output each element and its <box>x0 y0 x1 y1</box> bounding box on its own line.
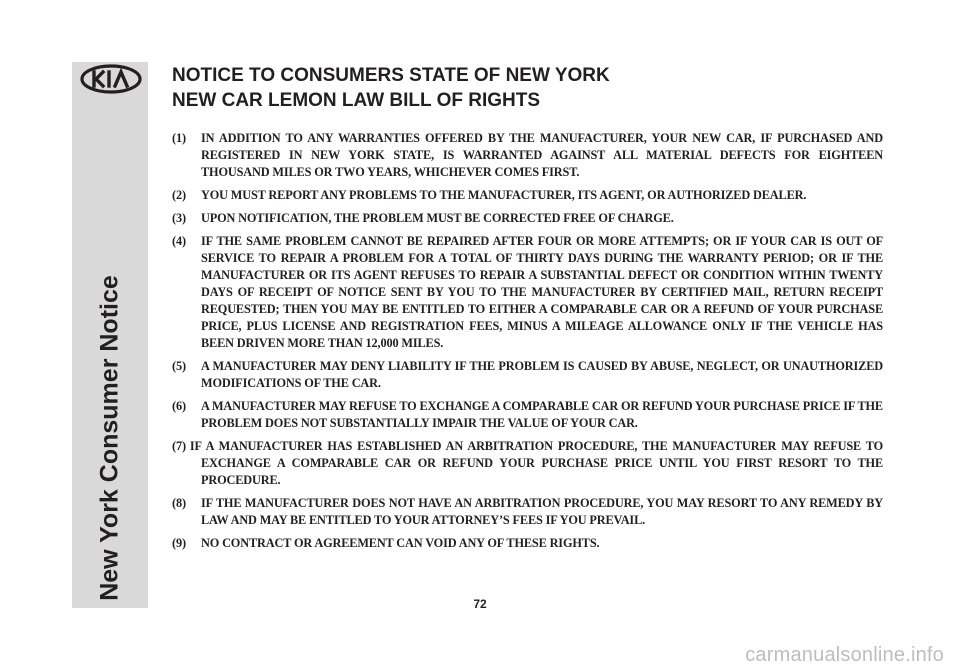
list-item <box>172 495 883 529</box>
item-number: (8) <box>172 496 186 510</box>
list-item <box>172 130 883 181</box>
item-text: A MANUFACTURER MAY REFUSE TO EXCHANGE A COMPARABLE CAR OR REFUND YOUR PURCHASE PRICE IF THE PROBLEM DOES NOT SUBSTANTIALLY IMPAIR THE VALUE OF YOUR CAR. <box>201 399 883 430</box>
list-item <box>172 210 883 227</box>
item-text: YOU MUST REPORT ANY PROBLEMS TO THE MANUFACTURER, ITS AGENT, OR AUTHORIZED DEALER. <box>201 188 807 202</box>
item-text: UPON NOTIFICATION, THE PROBLEM MUST BE CORRECTED FREE OF CHARGE. <box>201 211 674 225</box>
item-number: (4) <box>172 234 186 248</box>
title-line-2: NEW CAR LEMON LAW BILL OF RIGHTS <box>172 90 541 111</box>
list-item <box>172 358 883 392</box>
item-number: (6) <box>172 399 186 413</box>
item-text: NO CONTRACT OR AGREEMENT CAN VOID ANY OF THESE RIGHTS. <box>201 536 600 550</box>
list-item <box>172 438 883 489</box>
item-text: IF A MANUFACTURER HAS ESTABLISHED AN ARBITRATION PROCEDURE, THE MANUFACTURER MAY REFUSE TO EXCHANGE A COMPARABLE CAR OR REFUND YOUR PURCHASE PRICE UNTIL YOU FIRST RESORT TO THE PROCEDURE. <box>189 439 883 487</box>
item-number: (9) <box>172 536 186 550</box>
list-item <box>172 187 883 204</box>
kia-logo-icon <box>80 64 142 94</box>
item-number: (7) <box>172 439 186 453</box>
list-item <box>172 535 883 552</box>
list-item <box>172 398 883 432</box>
item-text: IN ADDITION TO ANY WARRANTIES OFFERED BY THE MANUFACTURER, YOUR NEW CAR, IF PURCHASED AND REGISTERED IN NEW YORK STATE, IS WARRANTED AGAINST ALL MATERIAL DEFECTS FOR EIGHTEEN THOUSAND MILES OR TWO YEARS, WHICHEVER COMES FIRST. <box>201 131 883 179</box>
item-text: A MANUFACTURER MAY DENY LIABILITY IF THE PROBLEM IS CAUSED BY ABUSE, NEGLECT, OR UNAUTHORIZED MODIFICATIONS OF THE CAR. <box>201 359 883 390</box>
rights-list <box>172 130 883 558</box>
item-number: (1) <box>172 131 186 145</box>
item-number: (5) <box>172 359 186 373</box>
list-item <box>172 233 883 352</box>
item-number: (3) <box>172 211 186 225</box>
title-line-1: NOTICE TO CONSUMERS STATE OF NEW YORK <box>172 65 610 86</box>
item-number: (2) <box>172 188 186 202</box>
sidebar-vertical-label: New York Consumer Notice <box>95 275 124 601</box>
watermark: carmanualsonline.info <box>745 644 944 666</box>
item-text: IF THE MANUFACTURER DOES NOT HAVE AN ARBITRATION PROCEDURE, YOU MAY RESORT TO ANY REMEDY BY LAW AND MAY BE ENTITLED TO YOUR ATTORNEY’S FEES IF YOU PREVAIL. <box>201 496 883 527</box>
item-text: IF THE SAME PROBLEM CANNOT BE REPAIRED AFTER FOUR OR MORE ATTEMPTS; OR IF YOUR CAR IS OUT OF SERVICE TO REPAIR A PROBLEM FOR A TOTAL OF THIRTY DAYS DURING THE WARRANTY PERIOD; OR IF THE MANUFACTURER OR ITS AGENT REFUSES TO REPAIR A SUBSTANTIAL DEFECT OR CONDITION WITHIN TWENTY DAYS OF RECEIPT OF NOTICE SENT BY YOU TO THE MANUFACTURER BY CERTIFIED MAIL, RETURN RECEIPT REQUESTED; THEN YOU MAY BE ENTITLED TO EITHER A COMPARABLE CAR OR A REFUND OF YOUR PURCHASE PRICE, PLUS LICENSE AND REGISTRATION FEES, MINUS A MILEAGE ALLOWANCE ONLY IF THE VEHICLE HAS BEEN DRIVEN MORE THAN 12,000 MILES. <box>201 234 883 350</box>
page-title <box>172 63 610 113</box>
page-number: 72 <box>473 597 487 611</box>
